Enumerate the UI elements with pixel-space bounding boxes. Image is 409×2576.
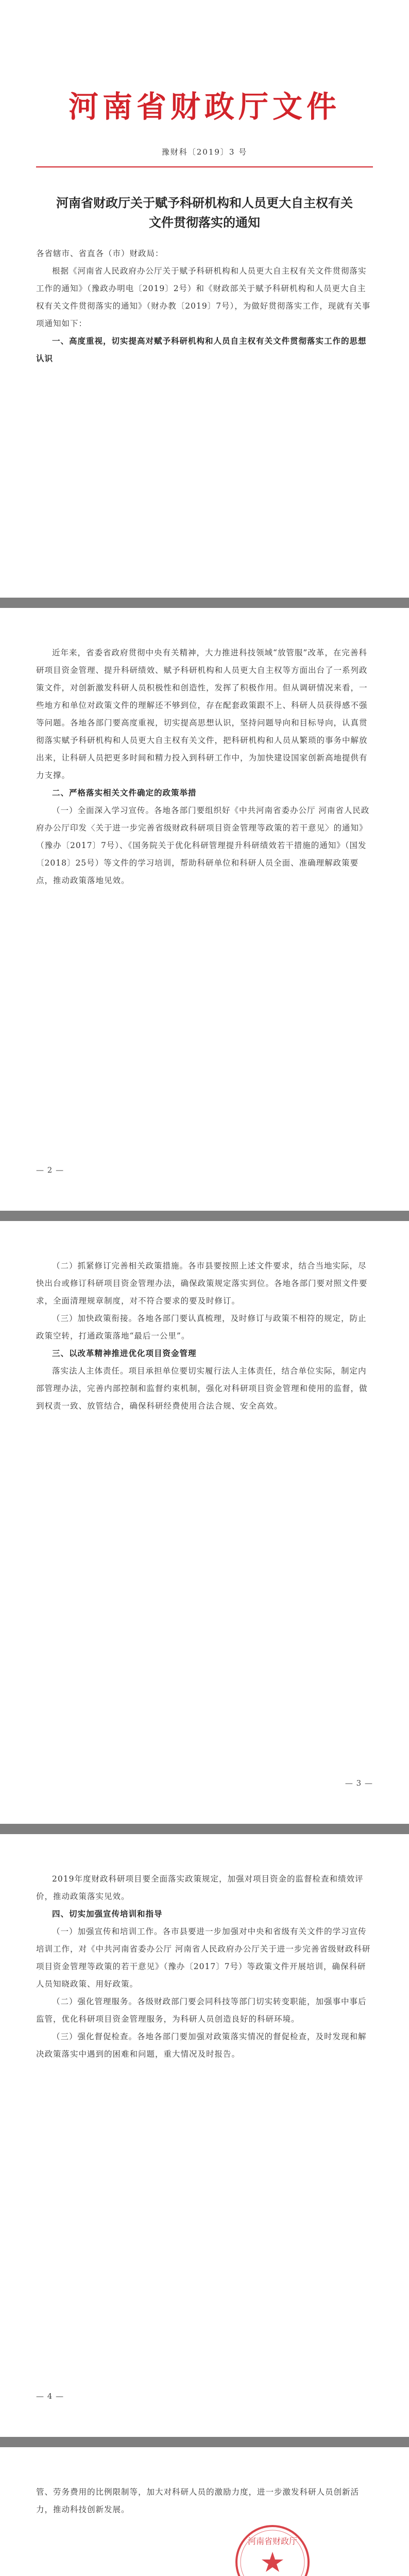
section-2-title: 二、严格落实相关文件确定的政策举措	[52, 788, 197, 798]
org-title: 河南省财政厅文件	[68, 89, 340, 124]
svg-text:河南省财政厅: 河南省财政厅	[247, 2536, 298, 2546]
section-2-paragraph-1: （一）全面深入学习宣传。各地各部门要组织好《中共河南省委办公厅 河南省人民政府办公厅印发〈关于进一步完善省级财政科研项目资金管理等政策的若干意见〉的通知》（豫办〔2017〕7号）、《国务院关于优化科研管理提升科研绩效若干措施的通知》（国发〔2018〕25号）等文件的学习培训，帮助科研单位和科研人员全面、准确理解政策要点，推动政策落地见效。	[36, 806, 370, 885]
section-4-paragraph-3: （三）强化督促检查。各地各部门要加强对政策落实情况的督促检查，及时发现和解决政策落实中遇到的困难和问题，重大情况及时报告。	[36, 2032, 367, 2059]
section-1-title: 一、高度重视，切实提高对赋予科研机构和人员自主权有关文件贯彻落实工作的思想认识	[36, 336, 367, 363]
intro-paragraph: 根据《河南省人民政府办公厅关于赋予科研机构和人员更大自主权有关文件贯彻落实工作的通知》（豫政办明电〔2019〕2号）和《财政部关于赋予科研机构和人员更大自主权有关文件贯彻落实的通知》（财办教〔2019〕7号），为做好贯彻落实工作，现就有关事项通知如下：	[36, 266, 371, 328]
page-4	[0, 1834, 409, 2437]
official-seal-icon	[234, 2523, 311, 2576]
section-3-paragraph-1: 落实法人主体责任。项目承担单位要切实履行法人主体责任，结合单位实际，制定内部管理办法，完善内部控制和监督约束机制，强化对科研项目资金管理和使用的监督，做到权责一致、放管结合，确保科研经费使用合法合规、安全高效。	[36, 1366, 368, 1411]
page-1	[0, 0, 409, 598]
section-3-title: 三、以改革精神推进优化项目资金管理	[52, 1348, 197, 1358]
section-3-paragraph-2: 2019年度财政科研项目要全面落实政策规定，加强对项目资金的监督检查和绩效评价，推动政策落实见效。	[36, 1874, 364, 1901]
section-4-title: 四、切实加强宣传培训和指导	[52, 1909, 163, 1919]
red-divider	[36, 166, 373, 167]
section-2-paragraph-3: （三）加快政策衔接。各地各部门要认真梳理，及时修订与政策不相符的规定，防止政策空转，打通政策落地“最后一公里”。	[36, 1314, 367, 1341]
page-3	[0, 1221, 409, 1824]
page-number-2: — 2 —	[36, 1165, 64, 1175]
salutation: 各省辖市、省直各（市）财政局：	[36, 249, 164, 258]
section-4-paragraph-1: （一）加强宣传和培训工作。各市县要进一步加强对中央和省级有关文件的学习宣传培训工作，对《中共河南省委办公厅 河南省人民政府办公厅关于进一步完善省级财政科研项目资金管理等政策的若干意见》（豫办〔2017〕7号）等政策文件开展培训，确保科研人员知晓政策、用好政策。	[36, 1927, 371, 1989]
page-2	[0, 608, 409, 1211]
section-2-paragraph-2: （二）抓紧修订完善相关政策措施。各市县要按照上述文件要求，结合当地实际，尽快出台或修订科研项目资金管理办法，确保政策规定落实到位。各地各部门要对照文件要求，全面清理规章制度，对不符合要求的要及时修订。	[36, 1261, 368, 1306]
signature-block	[36, 2518, 373, 2576]
section-1-paragraph: 近年来，省委省政府贯彻中央有关精神，大力推进科技领域“放管服”改革，在完善科研项目资金管理、提升科研绩效、赋予科研机构和人员更大自主权等方面出台了一系列政策文件，对创新激发科研人员积极性和创造性，发挥了积极作用。但从调研情况来看，一些地方和单位对政策文件的理解还不够到位，存在配套政策跟不上、科研人员获得感不强等问题。各地各部门要高度重视，切实提高思想认识，坚持问题导向和目标导向，认真贯彻落实赋予科研机构和人员更大自主权有关文件，把科研机构和人员从繁琐的事务中解放出来，让科研人员把更多时间和精力投入到科研工作中，为加快建设国家创新高地提供有力支撑。	[36, 648, 368, 780]
page-5	[0, 2447, 409, 2576]
section-4-paragraph-2: （二）强化管理服务。各级财政部门要会同科技等部门切实转变职能，加强事中事后监管，优化科研项目资金管理服务，为科研人员创造良好的科研环境。	[36, 1997, 367, 2024]
page-number-4: — 4 —	[36, 2392, 64, 2401]
doc-title: 河南省财政厅关于赋予科研机构和人员更大自主权有关文件贯彻落实的通知	[56, 195, 353, 230]
continued-paragraph: 管、劳务费用的比例限制等，加大对科研人员的激励力度，进一步激发科研人员创新活力，推动科技创新发展。	[36, 2487, 360, 2514]
page-number-3: — 3 —	[345, 1778, 373, 1788]
doc-number: 豫财科〔2019〕3 号	[161, 147, 248, 157]
